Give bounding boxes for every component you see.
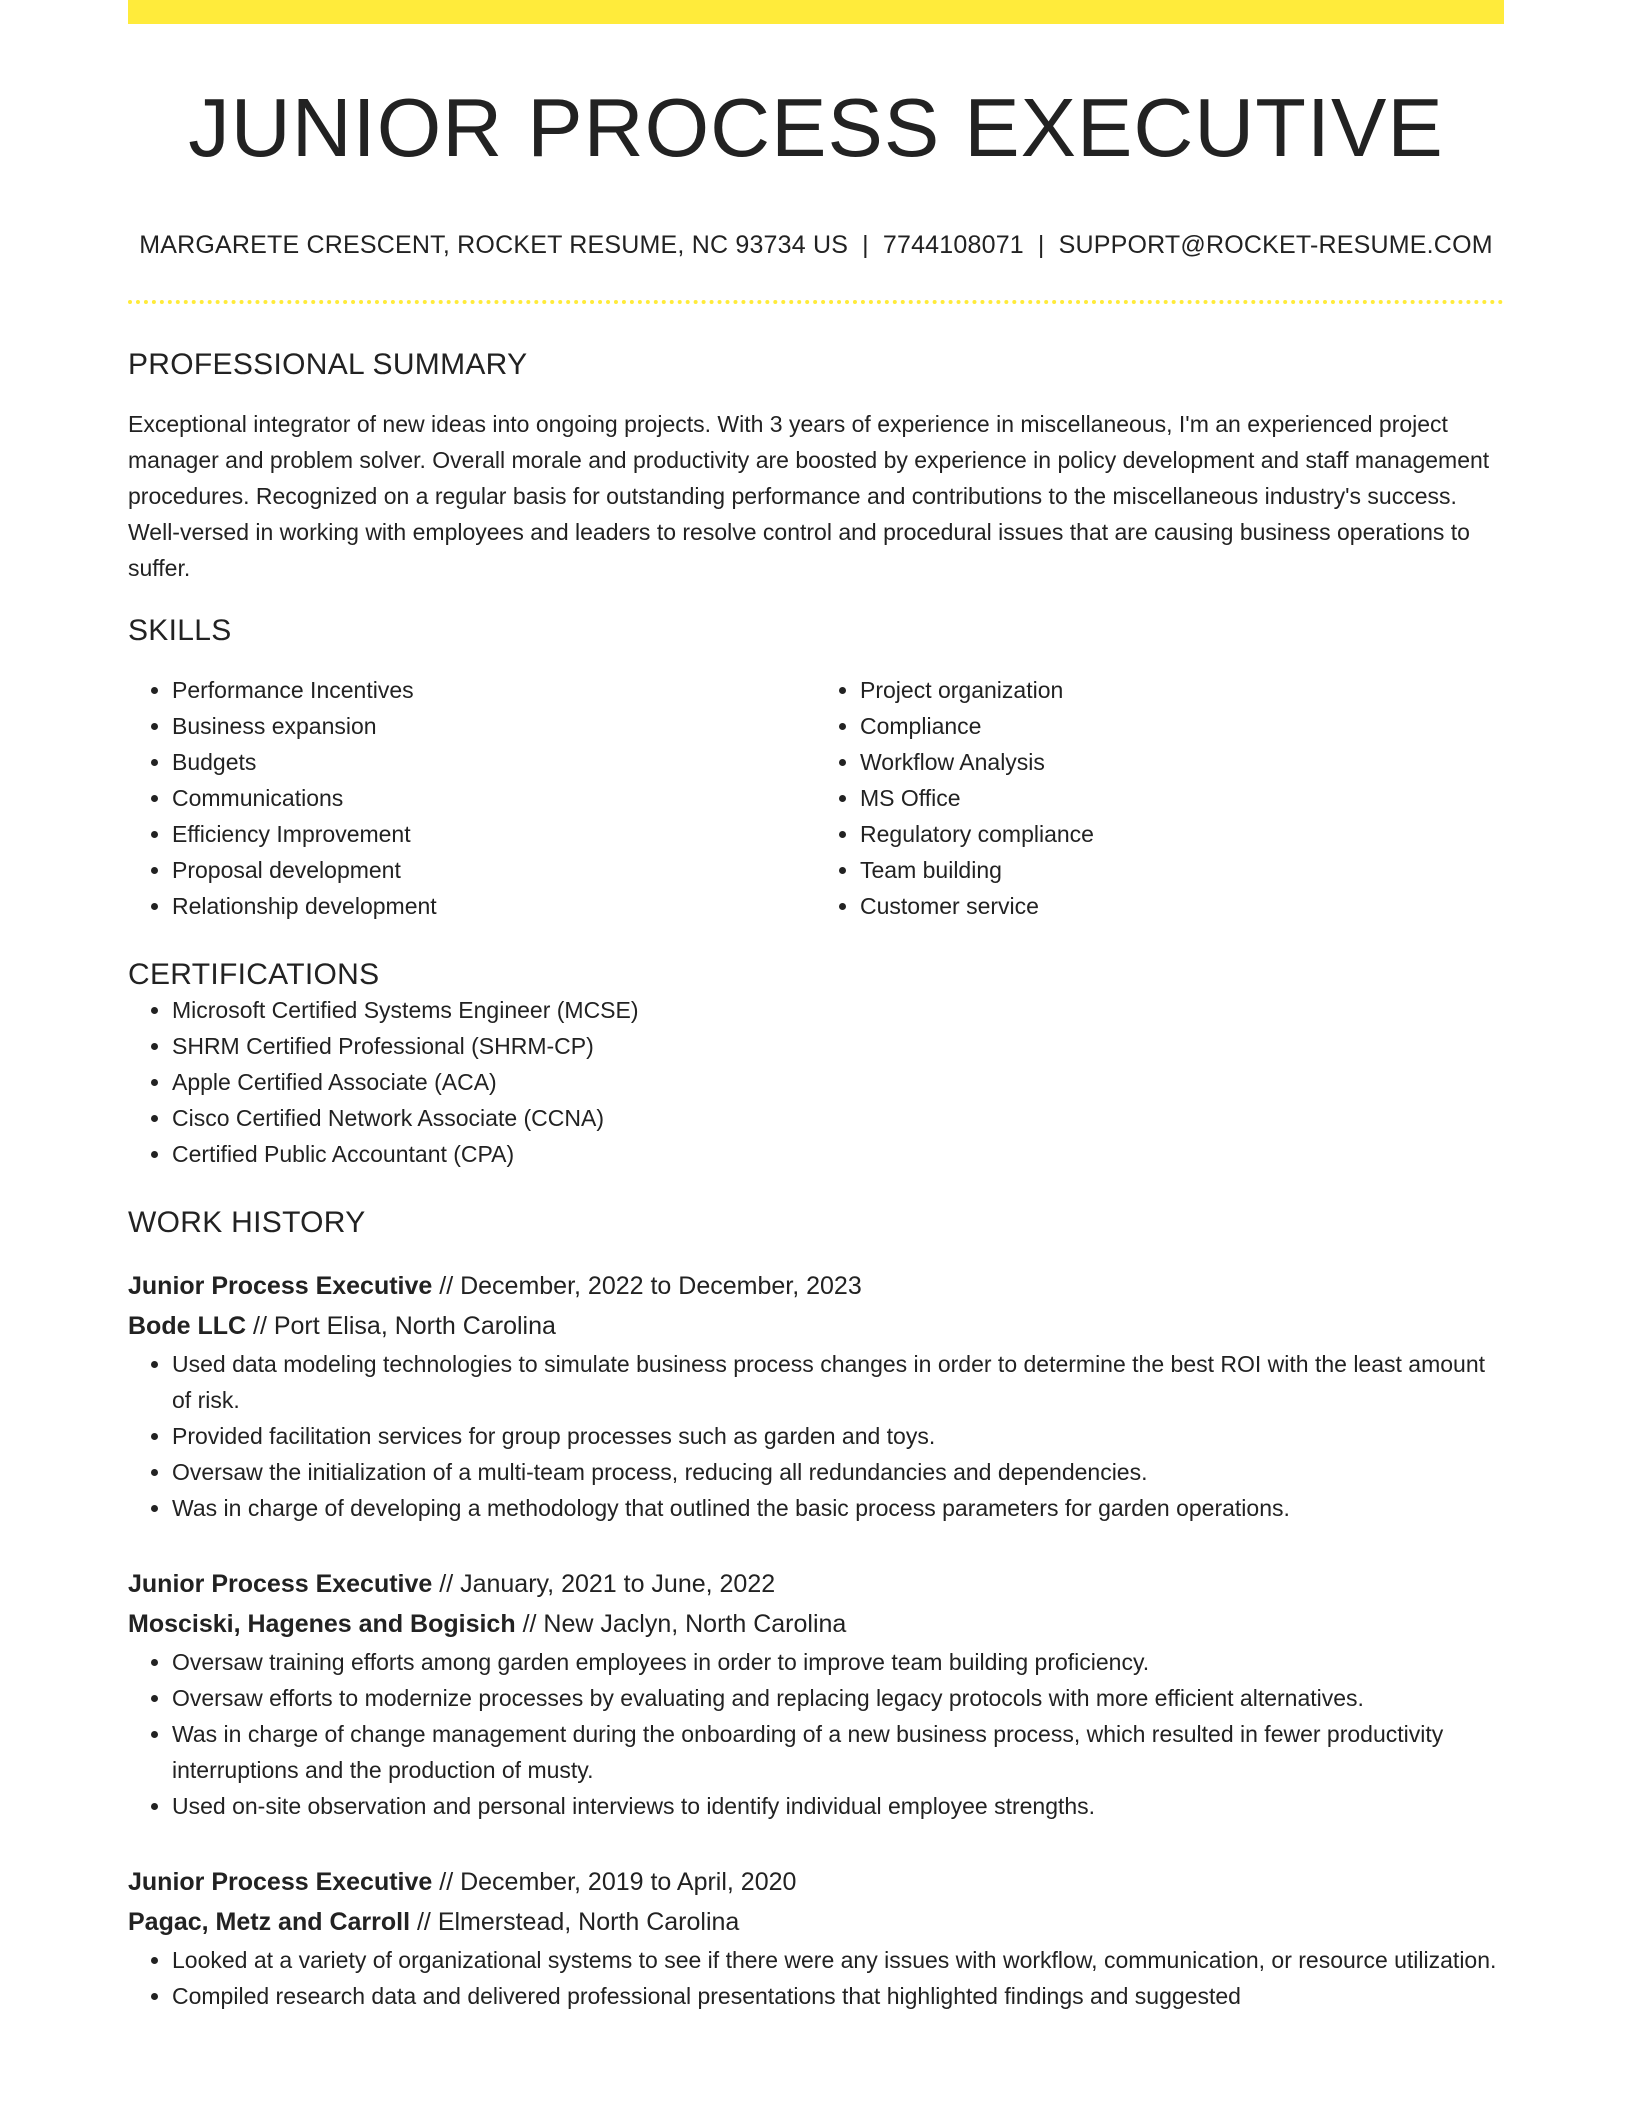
contact-email: SUPPORT@ROCKET-RESUME.COM xyxy=(1058,231,1493,260)
contact-separator: | xyxy=(1037,231,1045,260)
accent-top-bar xyxy=(128,0,1504,24)
contact-separator: | xyxy=(862,231,869,260)
job-company: Pagac, Metz and Carroll xyxy=(128,1908,411,1937)
job-dates: // December, 2022 to December, 2023 xyxy=(432,1272,862,1301)
job-bullet: • Compiled research data and delivered professional presentations that highlighted findings and suggested xyxy=(172,1978,1504,2014)
skill-item: • Budgets xyxy=(172,744,816,780)
job-bullet: • Looked at a variety of organizational systems to see if there were any issues with workflow, communication, or resource utilization. xyxy=(172,1942,1504,1978)
contact-address: MARGARETE CRESCENT, ROCKET RESUME, NC 93734 US xyxy=(139,231,849,260)
skill-item: • Workflow Analysis xyxy=(860,744,1504,780)
job-company: Bode LLC xyxy=(128,1312,247,1341)
job-dates: // January, 2021 to June, 2022 xyxy=(432,1570,776,1599)
summary-text: Exceptional integrator of new ideas into ongoing projects. With 3 years of experience in miscellaneous, I'm an experienced project manager and problem solver. Overall morale and productivity are boosted by experience in policy development and staff management procedures. Recognized on a regular basis for outstanding performance and contributions to the miscellaneous industry's success. Well-versed in working with employees and leaders to resolve control and procedural issues that are causing business operations to suffer. xyxy=(128,411,1490,582)
job-location: // Elmerstead, North Carolina xyxy=(410,1908,740,1937)
job-bullets xyxy=(128,1644,1504,1824)
dotted-divider xyxy=(128,300,1504,304)
job-bullet: • Oversaw efforts to modernize processes by evaluating and replacing legacy protocols with more efficient alternatives. xyxy=(172,1680,1504,1716)
job-bullet: • Used on-site observation and personal interviews to identify individual employee strengths. xyxy=(172,1788,1504,1824)
skill-item: • Communications xyxy=(172,780,816,816)
job-bullet: • Used data modeling technologies to simulate business process changes in order to determine the best ROI with the least amount of risk. xyxy=(172,1346,1504,1418)
resume-title: JUNIOR PROCESS EXECUTIVE xyxy=(188,81,1444,174)
job-location: // Port Elisa, North Carolina xyxy=(246,1312,556,1341)
job-entry xyxy=(128,1564,1504,1824)
job-bullet: • Provided facilitation services for group processes such as garden and toys. xyxy=(172,1418,1504,1454)
certification-item: • Certified Public Accountant (CPA) xyxy=(172,1136,1504,1172)
summary-heading: PROFESSIONAL SUMMARY xyxy=(128,348,528,382)
skills-list-right xyxy=(816,672,1504,924)
skill-item: • MS Office xyxy=(860,780,1504,816)
skill-item: • Team building xyxy=(860,852,1504,888)
job-bullet: • Was in charge of change management during the onboarding of a new business process, which resulted in fewer productivity interruptions and the production of musty. xyxy=(172,1716,1504,1788)
certifications-list xyxy=(128,992,1504,1172)
skill-item: • Compliance xyxy=(860,708,1504,744)
job-title: Junior Process Executive xyxy=(128,1868,433,1897)
work-history-heading: WORK HISTORY xyxy=(128,1206,366,1240)
certification-item: • Microsoft Certified Systems Engineer (MCSE) xyxy=(172,992,1504,1028)
contact-line xyxy=(128,231,1504,260)
skills-list-left xyxy=(128,672,816,924)
job-entry xyxy=(128,1266,1504,1526)
job-title: Junior Process Executive xyxy=(128,1570,433,1599)
job-company-line xyxy=(128,1604,1504,1644)
job-bullet: • Was in charge of developing a methodology that outlined the basic process parameters for garden operations. xyxy=(172,1490,1504,1526)
skill-item: • Customer service xyxy=(860,888,1504,924)
skill-item: • Regulatory compliance xyxy=(860,816,1504,852)
job-title-line xyxy=(128,1862,1504,1902)
job-company-line xyxy=(128,1306,1504,1346)
skill-item: • Efficiency Improvement xyxy=(172,816,816,852)
certification-item: • Cisco Certified Network Associate (CCNA) xyxy=(172,1100,1504,1136)
job-company: Mosciski, Hagenes and Bogisich xyxy=(128,1610,516,1639)
skill-item: • Project organization xyxy=(860,672,1504,708)
skill-item: • Proposal development xyxy=(172,852,816,888)
work-history-section xyxy=(128,1206,1504,2014)
resume-page xyxy=(128,0,1504,2014)
summary-section xyxy=(128,348,1504,586)
certification-item: • Apple Certified Associate (ACA) xyxy=(172,1064,1504,1100)
contact-phone: 7744108071 xyxy=(882,231,1024,260)
skills-grid xyxy=(128,672,1504,924)
skill-item: • Relationship development xyxy=(172,888,816,924)
job-location: // New Jaclyn, North Carolina xyxy=(515,1610,847,1639)
job-company-line xyxy=(128,1902,1504,1942)
certifications-heading: CERTIFICATIONS xyxy=(128,958,380,992)
job-bullets xyxy=(128,1942,1504,2014)
job-bullet: • Oversaw the initialization of a multi-team process, reducing all redundancies and dependencies. xyxy=(172,1454,1504,1490)
job-bullet: • Oversaw training efforts among garden employees in order to improve team building proficiency. xyxy=(172,1644,1504,1680)
certification-item: • SHRM Certified Professional (SHRM-CP) xyxy=(172,1028,1504,1064)
certifications-section xyxy=(128,958,1504,1172)
job-bullets xyxy=(128,1346,1504,1526)
skills-heading: SKILLS xyxy=(128,614,232,648)
skill-item: • Business expansion xyxy=(172,708,816,744)
skill-item: • Performance Incentives xyxy=(172,672,816,708)
job-title: Junior Process Executive xyxy=(128,1272,433,1301)
job-title-line xyxy=(128,1266,1504,1306)
skills-section xyxy=(128,614,1504,924)
job-title-line xyxy=(128,1564,1504,1604)
job-dates: // December, 2019 to April, 2020 xyxy=(432,1868,797,1897)
job-entry xyxy=(128,1862,1504,2014)
